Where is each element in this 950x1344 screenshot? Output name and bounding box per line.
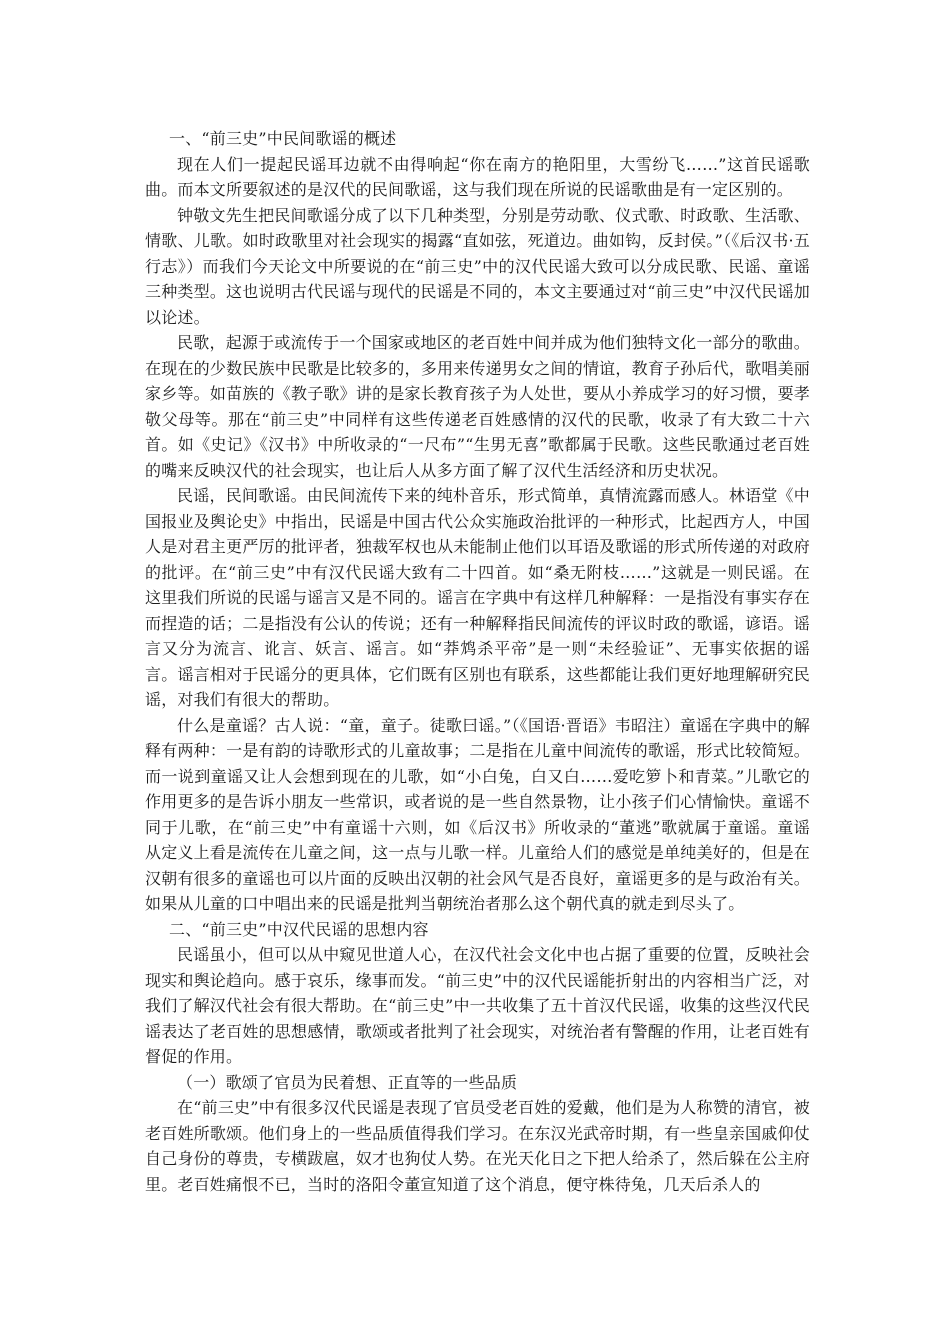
document-body [145, 126, 810, 1197]
paragraph-5: 什么是童谣？古人说：“童，童子。徒歌曰谣。”（《国语·晋语》韦昭注）童谣在字典中的解释有两种：一是有韵的诗歌形式的儿童故事；二是指在儿童中间流传的歌谣，形式比较简短。而一说到童谣又让人会想到现在的儿歌，如“小白兔，白又白……爱吃箩卜和青菜。”儿歌它的作用更多的是告诉小朋友一些常识，或者说的是一些自然景物，让小孩子们心情愉快。童谣不同于儿歌，在“前三史”中有童谣十六则，如《后汉书》所收录的“董逃”歌就属于童谣。童谣从定义上看是流传在儿童之间，这一点与儿歌一样。儿童给人们的感觉是单纯美好的，但是在汉朝有很多的童谣也可以片面的反映出汉朝的社会风气是否良好，童谣更多的是与政治有关。如果从儿童的口中唱出来的民谣是批判当朝统治者那么这个朝代真的就走到尽头了。 [145, 715, 810, 913]
section-heading-2: 二、“前三史”中汉代民谣的思想内容 [169, 919, 429, 939]
section-heading-1: 一、“前三史”中民间歌谣的概述 [169, 129, 397, 148]
paragraph-2: 钟敬文先生把民间歌谣分成了以下几种类型，分别是劳动歌、仪式歌、时政歌、生活歌、情歌、儿歌。如时政歌里对社会现实的揭露“直如弦，死道边。曲如钩，反封侯。”（《后汉书·五行志》）而我们今天论文中所要说的在“前三史”中的汉代民谣大致可以分成民歌、民谣、童谣三种类型。这也说明古代民谣与现代的民谣是不同的，本文主要通过对“前三史”中汉代民谣加以论述。 [145, 205, 810, 327]
paragraph-4: 民谣，民间歌谣。由民间流传下来的纯朴音乐，形式简单，真情流露而感人。林语堂《中国报业及舆论史》中指出，民谣是中国古代公众实施政治批评的一种形式，比起西方人，中国人是对君主更严厉的批评者，独裁军权也从未能制止他们以耳语及歌谣的形式所传递的对政府的批评。在“前三史”中有汉代民谣大致有二十四首。如“桑无附枝……”这就是一则民谣。在这里我们所说的民谣与谣言又是不同的。谣言在字典中有这样几种解释：一是指没有事实存在而捏造的话；二是指没有公认的传说；还有一种解释指民间流传的评议时政的歌谣，谚语。谣言又分为流言、讹言、妖言、谣言。如“莽鸩杀平帝”是一则“未经验证”、无事实依据的谣言。谣言相对于民谣分的更具体，它们既有区别也有联系，这些都能让我们更好地理解研究民谣，对我们有很大的帮助。 [145, 486, 810, 709]
paragraph-6: 民谣虽小，但可以从中窥见世道人心，在汉代社会文化中也占据了重要的位置，反映社会现实和舆论趋向。感于哀乐，缘事而发。“前三史”中的汉代民谣能折射出的内容相当广泛，对我们了解汉代社会有很大帮助。在“前三史”中一共收集了五十首汉代民谣，收集的这些汉代民谣表达了老百姓的思想感情，歌颂或者批判了社会现实，对统治者有警醒的作用，让老百姓有督促的作用。 [145, 945, 810, 1066]
paragraph-1: 现在人们一提起民谣耳边就不由得响起“你在南方的艳阳里，大雪纷飞……”这首民谣歌曲。而本文所要叙述的是汉代的民间歌谣，这与我们现在所说的民谣歌曲是有一定区别的。 [145, 154, 810, 199]
paragraph-7: 在“前三史”中有很多汉代民谣是表现了官员受老百姓的爱戴，他们是为人称赞的清官，被老百姓所歌颂。他们身上的一些品质值得我们学习。在东汉光武帝时期，有一些皇亲国戚仰仗自己身份的尊贵，专横跋扈，奴才也狗仗人势。在光天化日之下把人给杀了，然后躲在公主府里。老百姓痛恨不已，当时的洛阳令董宣知道了这个消息，便守株待兔，几天后杀人的 [145, 1098, 810, 1194]
subsection-heading-1: （一）歌颂了官员为民着想、正直等的一些品质 [177, 1072, 518, 1092]
paragraph-3: 民歌，起源于或流传于一个国家或地区的老百姓中间并成为他们独特文化一部分的歌曲。在现在的少数民族中民歌是比较多的，多用来传递男女之间的情谊，教育子孙后代，歌唱美丽家乡等。如苗族的《教子歌》讲的是家长教育孩子为人处世，要从小养成学习的好习惯，要孝敬父母等。那在“前三史”中同样有这些传递老百姓感情的汉代的民歌，收录了有大致二十六首。如《史记》《汉书》中所收录的“一尺布”“生男无喜”歌都属于民歌。这些民歌通过老百姓的嘴来反映汉代的社会现实，也让后人从多方面了解了汉代生活经济和历史状况。 [145, 333, 810, 480]
